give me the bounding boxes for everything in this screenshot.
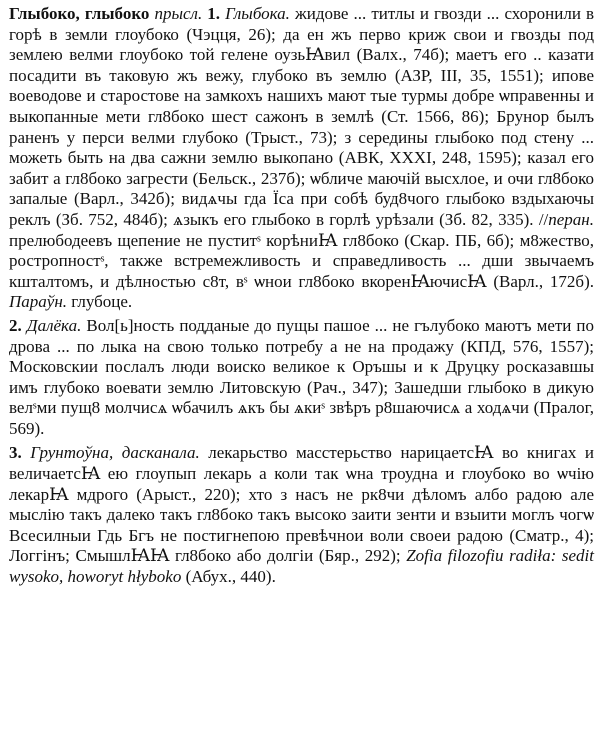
sense-3-source: (Абух., 440). bbox=[185, 567, 276, 587]
sense-2-gloss: Далёка. bbox=[26, 315, 82, 335]
sense-1-gloss: Глыбока. bbox=[225, 4, 290, 23]
sense-3-citations: лекарьство масстерьство нарицаетсꙖ во книгах и величаетсꙖ ею глоупып лекарь а коли так ѡна троудна и глоубоко во ѡчiю лекарꙖ мдрого (Арыст., 220); хто з насъ не рк8чи дѣломъ албо радою але мыслiю такъ далеко такъ гл8боко такъ высоко заити зенти и взыити моглъ чогѡ Всесилныи Гдь Бгъ не постигнепою превѣчнои воли своеи радою (Сматр., 4); Логгiнъ; СмышлꙖꙖ гл8боко або долгiи (Бяр., 292); bbox=[9, 443, 594, 566]
sense-1-citations: жидове ... титлы и гвозди ... схоронили в горѣ в земли глоубоко (Чэцця, 26); да ен жъ перво криж свои и гвозды под землею велми глоубоко той гелене оузьꙖвил (Валх., 74б); маетъ его .. казати посадити въ таковую жъ вежу, глубоко въ землю (АЗР, III, 35, 1551); ипове воеводове и старостове на замкохъ нашихъ мают тые турмы добре ѡправенны и выкопанные мети гл8боко шест сажонъ в землѣ (Ст. 1566, 86); Брунор былъ раненъ у перси велми глубоко (Трыст., 73); з середины глыбоко под стену ... можеть быть на два сажни землю выкопано (АВК, XXXI, 248, 1595); казал его забит а гл8боко загрести (Бельск., 237б); ѡбличе маючiй высхлое, и очи гл8боко запалые (Варл., 342б); видѧчы гда Їса при собѣ буд8чого глыбоко вздыхаючы реклъ (Зб. 752, 484б); ѧзыкъ его глыбоко в горлѣ урѣзали (Зб. 82, 335). bbox=[9, 4, 595, 229]
part-of-speech: прысл. bbox=[154, 4, 203, 23]
compare-text: глубоце. bbox=[71, 292, 133, 312]
polish-quote-end: hłyboko bbox=[127, 567, 182, 587]
sense-2-citations: Вол[ь]ность подданые до пущы пашое ... не гълубоко маютъ мети по дрова ... по лыка на свою только потребу а не на продажу (КПД, 576, 1557); Московскии послалъ люди воиско великое к Оръшы и к Друцку росказавшы имъ глубоко воевати землю Литовскую (Рач., 347); Зашедши глыбоко в дикую велˢми пущ8 молчисѧ ѡбачилъ ѧкъ бы ѧкиˢ звѣръ р8шаючисѧ а ходѧчи (Пралог, 569). bbox=[9, 315, 595, 438]
sense-1-number: 1. bbox=[207, 4, 221, 23]
figurative-label: перан. bbox=[548, 209, 594, 229]
sense-2-paragraph bbox=[9, 316, 594, 440]
headword: Глыбоко, глыбоко bbox=[9, 4, 150, 23]
polish-quote: Zofia filozofiu radiła: sedit wysoko, howoryt bbox=[9, 546, 595, 587]
compare-label: Параўн. bbox=[9, 292, 68, 312]
figurative-citations: прелюбодеевъ щепение не пуститˢ корѣниꙖ гл8боко (Скар. ПБ, 6б); м8жество, ростропностˢ, также встремежливость и справедливость ... дши звычаемъ кшталтомъ, и дѣлностью с8т, вˢ ѡнои гл8боко вкоренꙖючисꙖ (Варл., 172б). bbox=[9, 230, 594, 291]
sense-3-gloss: Грунтоўна, дасканала. bbox=[30, 443, 200, 463]
sense-1-paragraph bbox=[9, 4, 594, 313]
sense-3-paragraph bbox=[9, 443, 594, 587]
sense-3-number: 3. bbox=[9, 443, 22, 463]
figurative-separator: // bbox=[538, 209, 549, 229]
sense-2-number: 2. bbox=[9, 315, 22, 335]
